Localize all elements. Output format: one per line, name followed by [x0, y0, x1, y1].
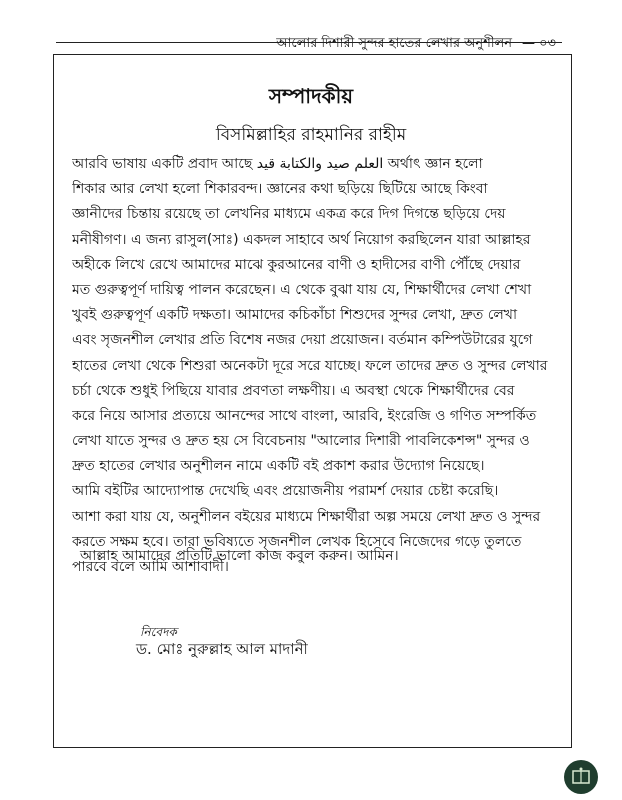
- body-line: মত গুরুত্বপূর্ণ দায়িত্ব পালন করেছেন। এ থেকে বুঝা যায় যে, শিক্ষার্থীদের লেখা শেখা: [72, 281, 532, 298]
- body-line: দ্রুত হাতের লেখার অনুশীলন নামে একটি বই প্রকাশ করার উদ্যোগ নিয়েছে।: [72, 458, 485, 475]
- body-line: আশা করা যায় যে, অনুশীলন বইয়ের মাধ্যমে শিক্ষার্থীরা অল্প সময়ে লেখা দ্রুত ও সুন্দর: [72, 508, 541, 525]
- body-line: লেখা যাতে সুন্দর ও দ্রুত হয় সে বিবেচনায় "আলোর দিশারী পাবলিকেশন্স" সুন্দর ও: [72, 433, 530, 450]
- body-line: শিকার আর লেখা হলো শিকারবন্দ। জ্ঞানের কথা ছড়িয়ে ছিটিয়ে আছে কিংবা: [72, 181, 488, 198]
- signature-name: ড. মোঃ নুরুল্লাহ আল মাদানী: [136, 640, 308, 658]
- book-emblem-icon: [570, 766, 592, 788]
- body-line: মনীষীগণ। এ জন্য রাসুল(সাঃ) একদল সাহাবে অর্থ নিয়োগ করছিলেন যারা আল্লাহর: [72, 231, 531, 248]
- bismillah-line: বিসমিল্লাহির রাহমানির রাহীম: [215, 125, 407, 145]
- signature-label: নিবেদক: [140, 625, 177, 639]
- header-divider: [56, 42, 562, 43]
- running-title: আলোর দিশারী সুন্দর হাতের লেখার অনুশীলন: [276, 36, 512, 51]
- publisher-logo: [564, 760, 598, 794]
- body-line: এবং সৃজনশীল লেখার প্রতি বিশেষ নজর দেয়া প্রয়োজন। বর্তমান কম্পিউটারের যুগে: [72, 332, 533, 349]
- body-line: পারবে বলে আমি আশাবাদী।: [72, 559, 229, 575]
- body-line: আরবি ভাষায় একটি প্রবাদ আছে العلم صيد والكتابة قيد অর্থাৎ জ্ঞান হলো: [72, 156, 483, 172]
- closing-prayer: আল্লাহ আমাদের প্রতিটি ভালো কাজ কবুল করুন। আমিন।: [80, 548, 399, 564]
- body-line: চর্চা থেকে শুধুই পিছিয়ে যাবার প্রবণতা লক্ষণীয়। এ অবস্থা থেকে শিক্ষার্থীদের বের: [72, 382, 515, 399]
- page-title: সম্পাদকীয়: [268, 84, 354, 108]
- body-line: করে নিয়ে আসার প্রত্যয়ে আনন্দের সাথে বাংলা, আরবি, ইংরেজি ও গণিত সম্পর্কিত: [72, 407, 537, 424]
- page-number: — ০৩: [521, 36, 556, 51]
- body-line: আমি বইটির আদ্যোপান্ত দেখেছি এবং প্রয়োজনীয় পরামর্শ দেয়ার চেষ্টা করেছি।: [72, 483, 499, 500]
- body-line: অহীকে লিখে রেখে আমাদের মাঝে কুরআনের বাণী ও হাদীসের বাণী পৌঁছে দেয়ার: [72, 256, 521, 273]
- running-header: [0, 16, 622, 51]
- body-line: হাতের লেখা থেকে শিশুরা অনেকটা দূরে সরে যাচ্ছে। ফলে তাদের দ্রুত ও সুন্দর লেখার: [72, 357, 548, 374]
- body-line: খুবই গুরুত্বপূর্ণ একটি দক্ষতা। আমাদের কচিকাঁচা শিশুদের সুন্দর লেখা, দ্রুত লেখা: [72, 307, 518, 324]
- body-line: করতে সক্ষম হবে। তারা ভবিষ্যতে সৃজনশীল লেখক হিসেবে নিজেদের গড়ে তুলতে: [72, 533, 522, 550]
- body-line: জ্ঞানীদের চিন্তায় রয়েছে তা লেখনির মাধ্যমে একত্র করে দিগ দিগন্তে ছড়িয়ে দেয়: [72, 206, 506, 223]
- editorial-body: [72, 152, 560, 580]
